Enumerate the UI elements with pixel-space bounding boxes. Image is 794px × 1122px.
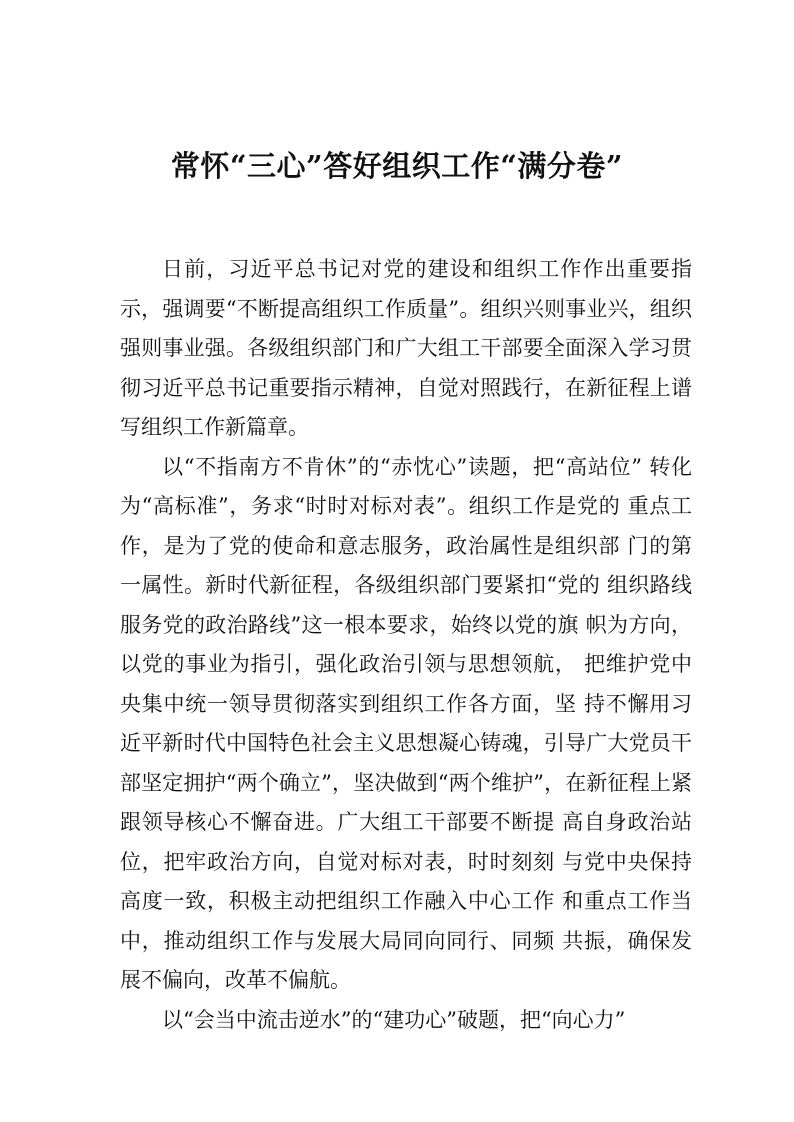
- document-body: [120, 250, 692, 1040]
- paragraph-3: 以“会当中流击逆水”的“建功心”破题，把“向心力”: [162, 1007, 626, 1032]
- document-title: 常怀“三心”答好组织工作“满分卷”: [170, 149, 624, 183]
- paragraph-2: 以“不指南方不肯休”的“赤忱心”读题，把“高站位” 转化为“高标准”，务求“时时对标对表”。组织工作是党的 重点工作，是为了党的使命和意志服务，政治属性是组织部 门的第一属性。新时代新征程，各级组织部门要紧扣“党的 组织路线服务党的政治路线”这一根本要求，始终以党的旗 帜为方向，以党的事业为指引，强化政治引领与思想领航， 把维护党中央集中统一领导贯彻落实到组织工作各方面，坚 持不懈用习近平新时代中国特色社会主义思想凝心铸魂，引导广大党员干部坚定拥护“两个确立”，坚决做到“两个维护”，在新征程上紧跟领导核心不懈奋进。广大组工干部要不断提 高自身政治站位，把牢政治方向，自觉对标对表，时时刻刻 与党中央保持高度一致，积极主动把组织工作融入中心工作 和重点工作当中，推动组织工作与发展大局同向同行、同频 共振，确保发展不偏向，改革不偏航。: [120, 454, 692, 992]
- paragraph-1: 日前，习近平总书记对党的建设和组织工作作出重要指示，强调要“不断提高组织工作质量”。组织兴则事业兴，组织强则事业强。各级组织部门和广大组工干部要全面深入学习贯彻习近平总书记重要指示精神，自觉对照践行，在新征程上谱写组织工作新篇章。: [120, 257, 692, 439]
